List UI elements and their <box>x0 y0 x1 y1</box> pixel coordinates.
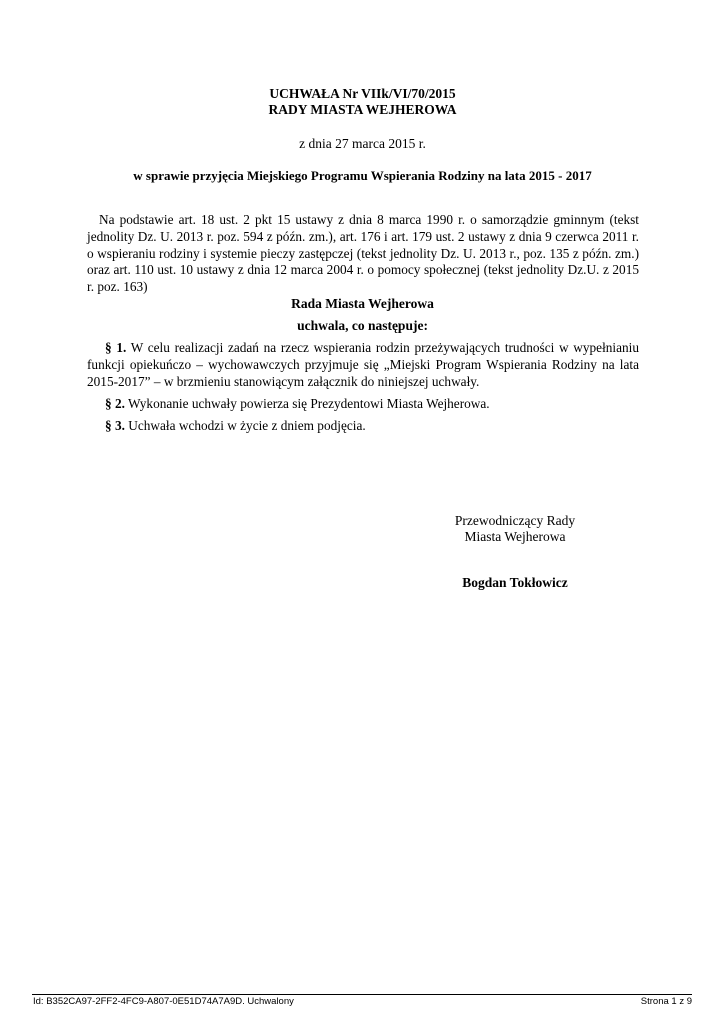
footer-document-id: Id: B352CA97-2FF2-4FC9-A807-0E51D74A7A9D. Uchwalony <box>33 996 294 1007</box>
resolves-phrase: uchwala, co następuje: <box>297 318 428 333</box>
signature-name: Bogdan Tokłowicz <box>462 575 568 590</box>
legal-basis-paragraph: Na podstawie art. 18 ust. 2 pkt 15 ustawy z dnia 8 marca 1990 r. o samorządzie gminnym (tekst jednolity Dz. U. 2013 r. poz. 594 z późn. zm.), art. 176 i art. 179 ust. 2 ustawy z dnia 9 czerwca 2011 r. o wspieraniu rodziny i systemie pieczy zastępczej (tekst jednolity Dz. U. 2013 r., poz. 135 z późn. zm.) oraz art. 110 ust. 10 ustawy z dnia 12 marca 2004 r. o pomocy społecznej (tekst jednolity Dz.U. z 2015 r. poz. 163) <box>87 212 639 295</box>
section-1 <box>87 340 639 390</box>
section-2-text: Wykonanie uchwały powierza się Prezydentowi Miasta Wejherowa. <box>124 396 490 411</box>
section-2-mark: § 2. <box>105 396 125 411</box>
signature-role-line2: Miasta Wejherowa <box>464 529 566 544</box>
resolution-subject: w sprawie przyjęcia Miejskiego Programu Wspierania Rodziny na lata 2015 - 2017 <box>133 168 592 183</box>
section-3-mark: § 3. <box>105 418 125 433</box>
section-1-text: W celu realizacji zadań na rzecz wspierania rodzin przeżywających trudności w wypełnianiu funkcji opiekuńczo – wychowawczych przyjmuje się „Miejski Program Wspierania Rodziny na lata 2015-2017” – w brzmieniu stanowiącym załącznik do niniejszej uchwały. <box>87 340 639 389</box>
footer-divider <box>32 994 692 995</box>
footer-page-number: Strona 1 z 9 <box>640 996 692 1007</box>
section-3 <box>87 418 639 435</box>
issuing-body: RADY MIASTA WEJHEROWA <box>268 102 457 117</box>
signature-role-line1: Przewodniczący Rady <box>454 513 576 528</box>
section-1-mark: § 1. <box>105 340 127 355</box>
resolution-date: z dnia 27 marca 2015 r. <box>299 136 426 151</box>
section-3-text: Uchwała wchodzi w życie z dniem podjęcia. <box>124 418 366 433</box>
resolution-number: UCHWAŁA Nr VIIk/VI/70/2015 <box>269 86 456 101</box>
council-name: Rada Miasta Wejherowa <box>291 296 434 311</box>
section-2 <box>87 396 639 413</box>
